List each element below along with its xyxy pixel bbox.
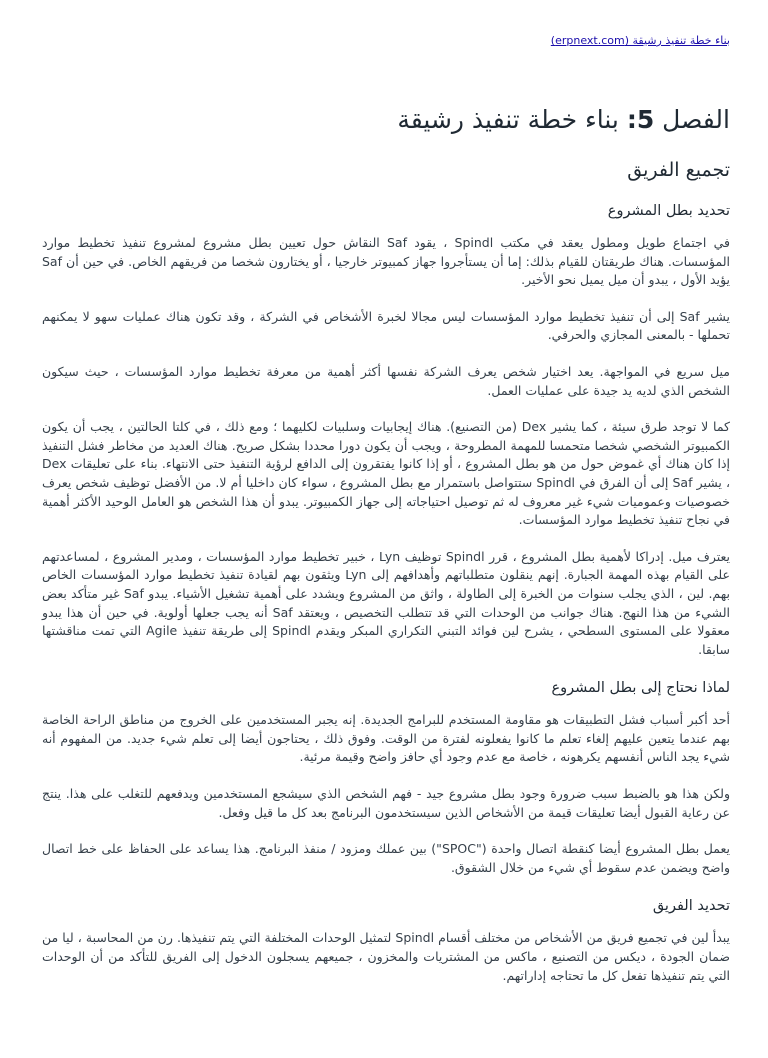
subsection-heading: لماذا نحتاج إلى بطل المشروع <box>551 680 730 697</box>
chapter-title <box>42 102 730 138</box>
chapter-number: 5: <box>626 105 655 134</box>
paragraph: ولكن هذا هو بالضبط سبب ضرورة وجود بطل مشروع جيد - فهم الشخص الذي سيشجع المستخدمين ويدفعهم للتغلب على هذا. ينتج عن رعاية القبول أيضا تعليقات قيمة من الأشخاص الذين سيستخدمون البرنامج بعد كل ما قيل وفعل. <box>42 786 730 820</box>
paragraph: يشير Saf إلى أن تنفيذ تخطيط موارد المؤسسات ليس مجالا لخبرة الأشخاص في الشركة ، وقد تكون هناك عمليات سهو لا يمكنهم تحملها - بالمعنى المجازي والحرفي. <box>42 308 731 343</box>
paragraph: يعترف ميل. إدراكا لأهمية بطل المشروع ، قرر Spindl توظيف Lyn ، خبير تخطيط موارد المؤسسات ، ومدير المشروع ، لمساعدتهم على القيام بهذه المهمة الجبارة. إنهم ينقلون متطلباتهم وأهدافهم إلى Lyn ويثقون بهم لقيادة تنفيذ تخطيط موارد المؤسسات الخاص بهم. لين ، الذي يجلب سنوات من الخبرة إلى الطاولة ، واثق من المشروع ويشدد على أهمية تشغيل الأشياء. يبدو Saf غير متأكد بعض الشيء من هذا النهج. هناك جوانب من الوحدات التي قد تتطلب التخصيص ، ويعتقد Saf أنه يجب جعلها أولوية. في حين أن هذا يبدو معقولا على المستوى السطحي ، يشرح لين فوائد التبني التكراري المبكر ويقدم Spindl إلى طريقة تنفيذ Agile التي تمت مناقشتها سابقا. <box>42 548 731 657</box>
paragraph: كما لا توجد طرق سيئة ، كما يشير Dex (من التصنيع). هناك إيجابيات وسلبيات لكليهما ؛ ومع ذلك ، في كلتا الحالتين ، يجب أن يكون الكمبيوتر الشخصي شخصا متحمسا للمهمة المطروحة ، ويجب أن يكون دورا محددا بشكل صريح. هناك العديد من مخاطر فشل التنفيذ إذا كان هناك أي غموض حول من هو بطل المشروع ، أو إذا كانوا يفتقرون إلى الدافع لرؤية التنفيذ حتى الانتهاء. بناء على تعليقات Dex ، يشير Saf إلى أن الفرق في Spindl ستتواصل باستمرار مع بطل المشروع ، سواء كان داخليا أم لا. من الأفضل توظيف شخص يعرف خصوصيات وعموميات شيء غير معروف له ثم توصيل احتياجاته إلى جهاز الكمبيوتر. يبدو أن هذا الشخص هو العامل الوحيد الأكثر أهمية في نجاح تنفيذ تخطيط موارد المؤسسات. <box>42 419 730 528</box>
subsection-heading: تحديد بطل المشروع <box>607 203 730 219</box>
paragraph: يعمل بطل المشروع أيضا كنقطة اتصال واحدة ("SPOC") بين عملك ومزود / منفذ البرنامج. هذا يساعد على الحفاظ على خط اتصال واضح ويضمن عدم سقوط أي شيء من خلال الشقوق. <box>42 841 730 875</box>
chapter-prefix: الفصل <box>654 105 730 134</box>
paragraph: أحد أكبر أسباب فشل التطبيقات هو مقاومة المستخدم للبرامج الجديدة. إنه يجبر المستخدمين على الخروج من مناطق الراحة الخاصة بهم عندما يتعين عليهم إلغاء تعلم ما كانوا يفعلونه لفترة من الوقت. وفوق ذلك ، يحتاجون أيضا إلى تعلم شيء جديد. من المفهوم أنه شيء يجد الناس أنفسهم يكرهونه ، خاصة مع عدم وجود أي حافز واضح وقيمة مرئية. <box>42 712 730 765</box>
source-link[interactable]: بناء خطة تنفيذ رشيقة (erpnext.com) <box>550 34 730 47</box>
chapter-name: بناء خطة تنفيذ رشيقة <box>397 105 627 134</box>
subsection-heading: تحديد الفريق <box>652 898 730 915</box>
paragraph: يبدأ لين في تجميع فريق من الأشخاص من مختلف أقسام Spindl لتمثيل الوحدات المختلفة التي يتم تنفيذها. رن من المحاسبة ، ليا من ضمان الجودة ، ديكس من التصنيع ، ماكس من المشتريات والمخزون ، جميعهم يسجلون الدخول إلى الفريق للتأكد من أن الوحدات التي يتم تنفيذها تفعل كل ما تحتاجه إداراتهم. <box>42 930 731 983</box>
document-page <box>0 34 768 985</box>
paragraph: ميل سريع في المواجهة. يعد اختيار شخص يعرف الشركة نفسها أكثر أهمية من معرفة تخطيط موارد المؤسسات ، حيث سيكون الشخص الذي لديه يد جيدة على عمليات العمل. <box>42 363 730 398</box>
paragraph: في اجتماع طويل ومطول يعقد في مكتب Spindl ، يقود Saf النقاش حول تعيين بطل مشروع لمشروع تنفيذ تخطيط موارد المؤسسات. هناك طريقتان للقيام بذلك: إما أن يستأجروا جهاز كمبيوتر خارجيا ، أو يختارون شخصا من فريقهم الخاص. في حين أن Saf يؤيد الأول ، يبدو أن ميل يميل نحو الأخير. <box>42 235 730 288</box>
section-title: تجميع الفريق <box>627 159 730 181</box>
